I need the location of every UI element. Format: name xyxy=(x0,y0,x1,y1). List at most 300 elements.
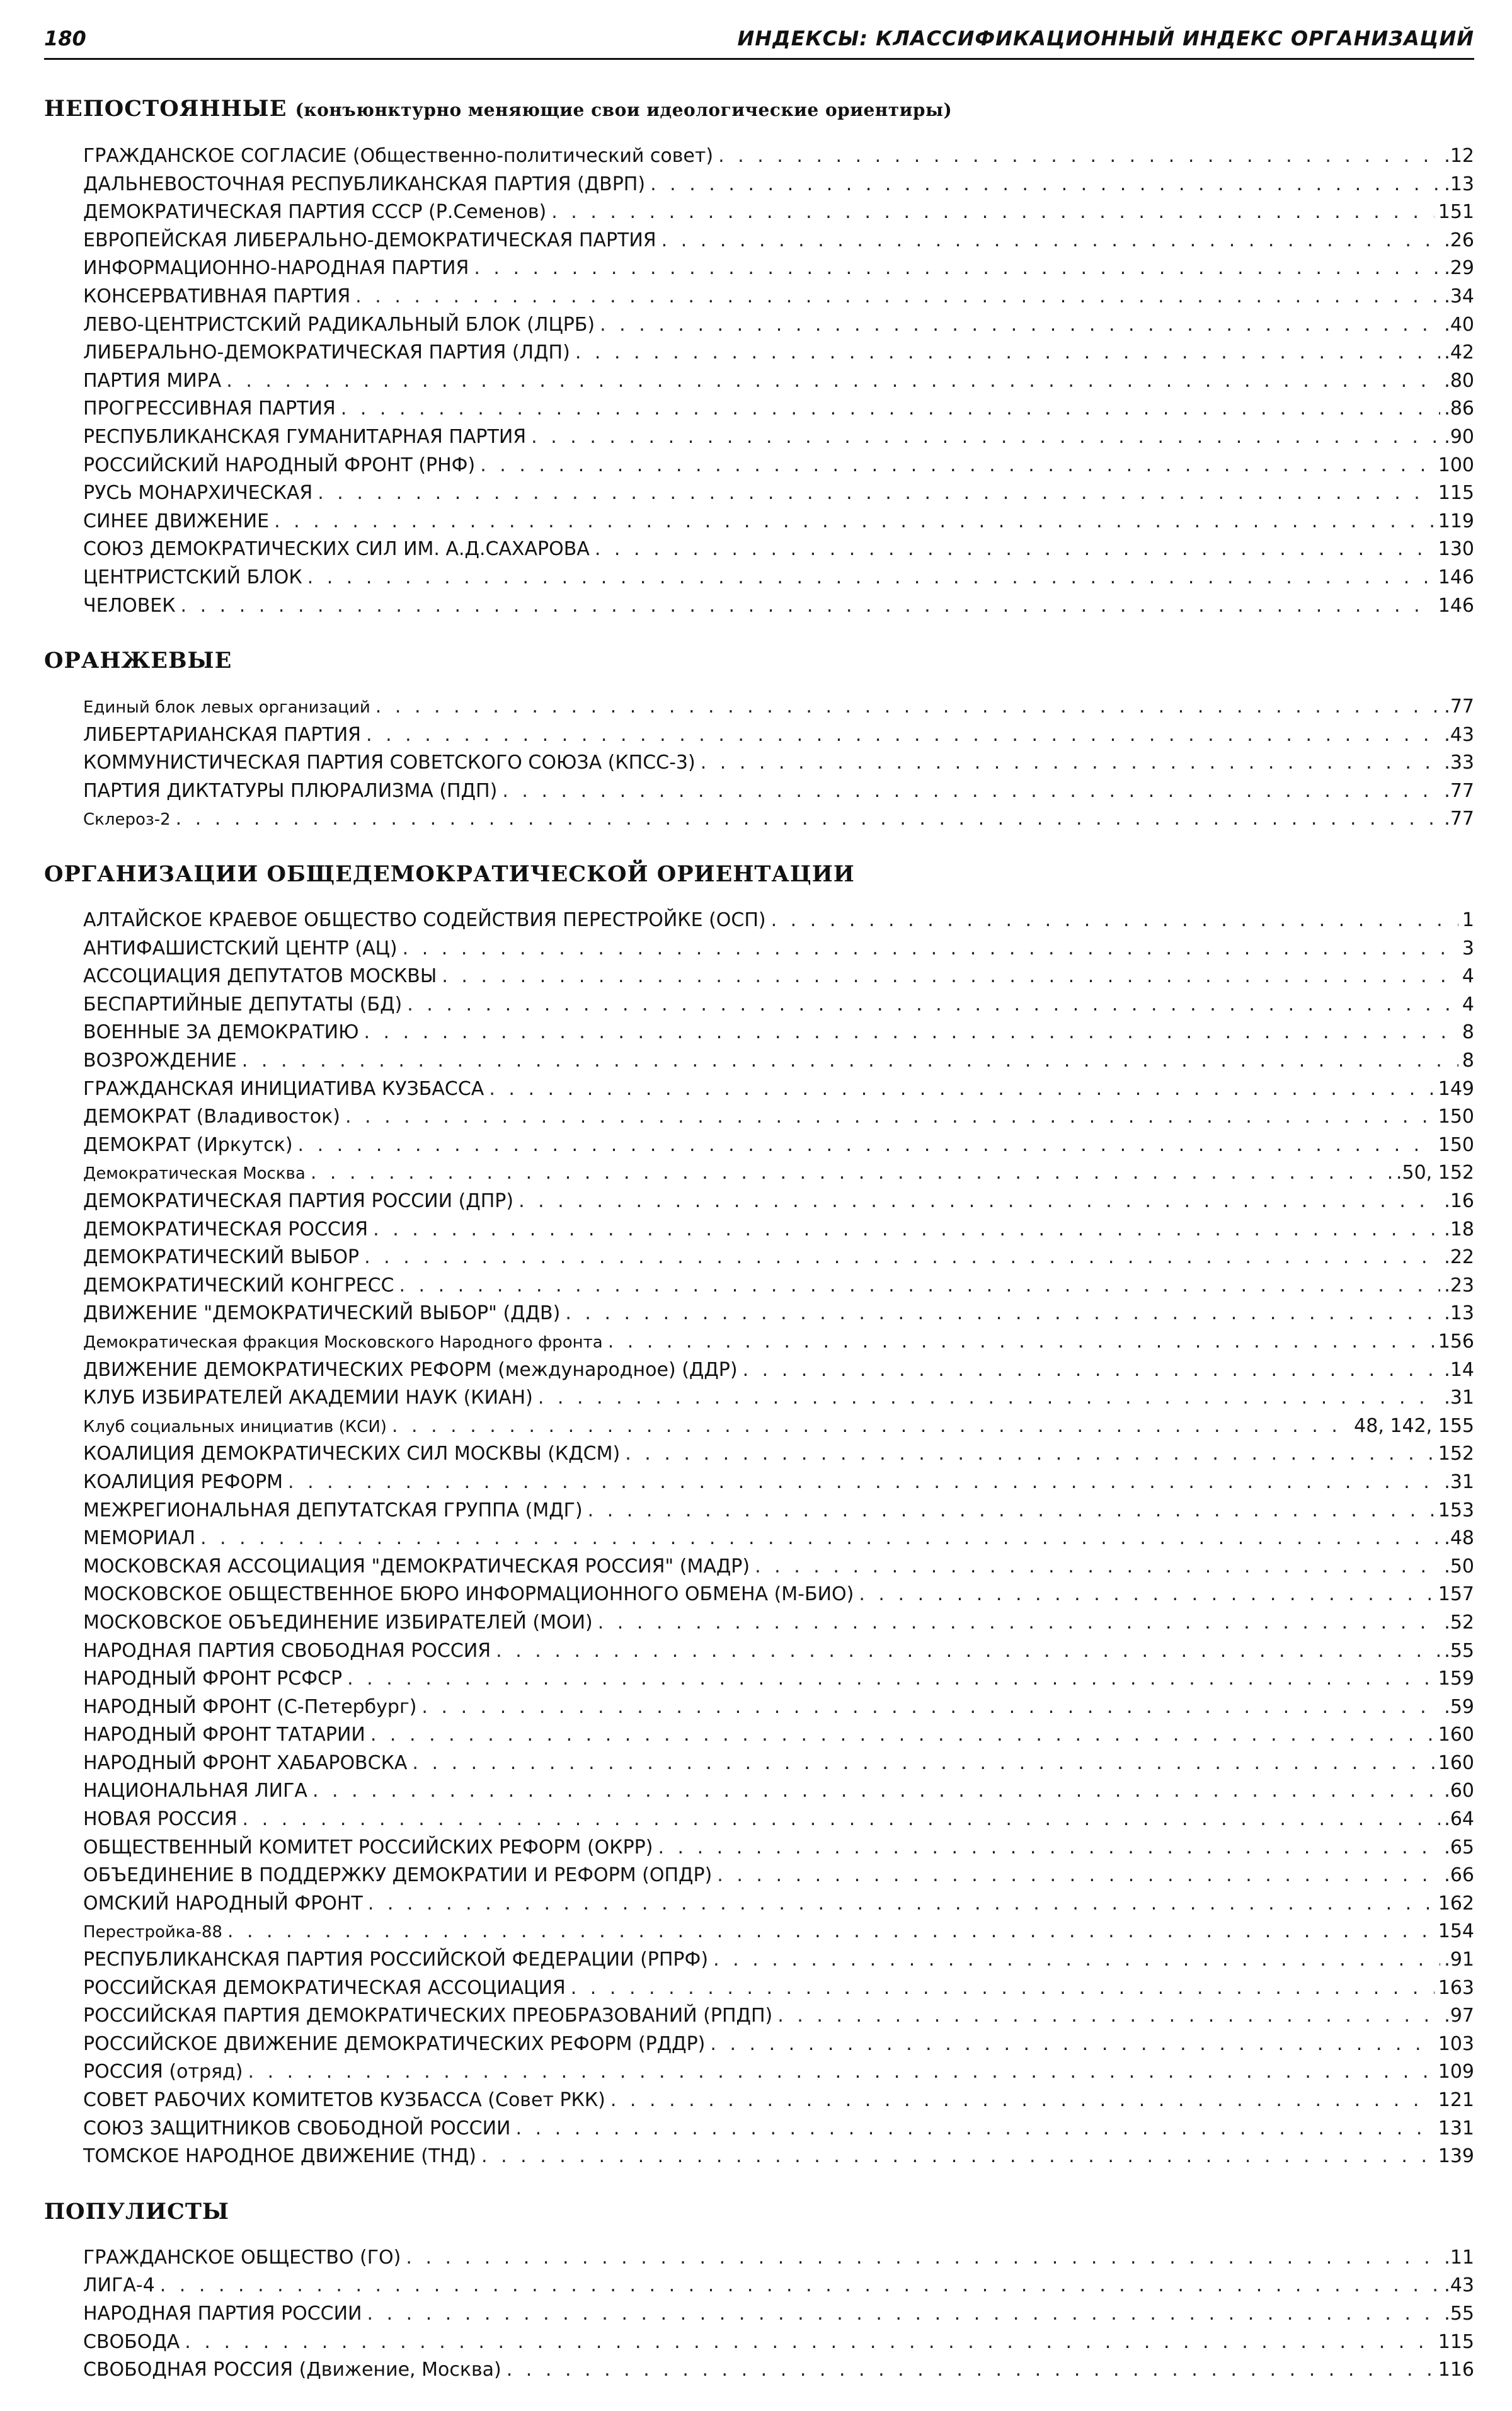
entry-name: КОАЛИЦИЯ ДЕМОКРАТИЧЕСКИХ СИЛ МОСКВЫ (КДСМ) xyxy=(83,1443,621,1465)
entry-name: МОСКОВСКОЕ ОБЪЕДИНЕНИЕ ИЗБИРАТЕЛЕЙ (МОИ) xyxy=(83,1611,593,1634)
entry-name: ЦЕНТРИСТСКИЙ БЛОК xyxy=(83,566,302,588)
entry-page-refs: 4 xyxy=(1462,965,1474,988)
index-entry xyxy=(83,1384,1474,1412)
dot-leader xyxy=(595,535,1435,564)
entry-page-refs: .66 xyxy=(1444,1864,1474,1887)
index-entry xyxy=(83,1862,1474,1890)
entry-page-refs: 152 xyxy=(1438,1443,1474,1465)
entry-name: Демократическая Москва xyxy=(83,1164,306,1184)
dot-leader xyxy=(298,1131,1435,1160)
entry-name: ПАРТИЯ ДИКТАТУРЫ ПЛЮРАЛИЗМА (ПДП) xyxy=(83,779,498,802)
entry-page-refs: 109 xyxy=(1438,2061,1474,2083)
dot-leader xyxy=(227,1918,1435,1946)
entry-name: РЕСПУБЛИКАНСКАЯ ПАРТИЯ РОССИЙСКОЙ ФЕДЕРАЦИИ (РПРФ) xyxy=(83,1949,709,1971)
dot-leader xyxy=(710,2030,1434,2059)
index-entry xyxy=(83,395,1474,423)
dot-leader xyxy=(355,283,1440,311)
entry-page-refs: .48 xyxy=(1444,1527,1474,1550)
entry-page-refs: 139 xyxy=(1438,2145,1474,2168)
entry-name: ГРАЖДАНСКАЯ ИНИЦИАТИВА КУЗБАССА xyxy=(83,1077,484,1100)
dot-leader xyxy=(288,1469,1440,1497)
dot-leader xyxy=(662,227,1441,255)
index-entry xyxy=(83,1469,1474,1497)
entry-list xyxy=(83,2244,1474,2385)
entry-list xyxy=(83,693,1474,833)
index-entry xyxy=(83,2300,1474,2328)
entry-page-refs: .11 xyxy=(1444,2246,1474,2269)
dot-leader xyxy=(160,2272,1441,2300)
entry-page-refs: 154 xyxy=(1438,1920,1474,1943)
index-entry xyxy=(83,907,1474,935)
page-number: 180 xyxy=(44,26,86,50)
entry-name: Склероз-2 xyxy=(83,810,171,830)
index-entry xyxy=(83,1188,1474,1216)
entry-page-refs: 3 xyxy=(1462,937,1474,959)
index-entry xyxy=(83,2272,1474,2300)
entry-page-refs: .80 xyxy=(1444,369,1474,392)
entry-name: КОНСЕРВАТИВНАЯ ПАРТИЯ xyxy=(83,285,351,307)
index-section xyxy=(44,646,1474,833)
dot-leader xyxy=(407,991,1458,1019)
entry-name: ЛЕВО-ЦЕНТРИСТСКИЙ РАДИКАЛЬНЫЙ БЛОК (ЛЦРБ) xyxy=(83,313,595,336)
entry-name: ДЕМОКРАТИЧЕСКИЙ КОНГРЕСС xyxy=(83,1274,394,1297)
entry-page-refs: 151 xyxy=(1438,201,1474,224)
entry-page-refs: .40 xyxy=(1444,313,1474,336)
dot-leader xyxy=(658,1834,1440,1862)
entry-name: ГРАЖДАНСКОЕ ОБЩЕСТВО (ГО) xyxy=(83,2246,401,2269)
entry-name: СИНЕЕ ДВИЖЕНИЕ xyxy=(83,510,270,532)
index-entry xyxy=(83,367,1474,396)
dot-leader xyxy=(181,592,1435,621)
entry-name: ДВИЖЕНИЕ ДЕМОКРАТИЧЕСКИХ РЕФОРМ (международное) (ДДР) xyxy=(83,1358,738,1381)
index-section xyxy=(44,860,1474,2171)
entry-page-refs: .97 xyxy=(1444,2005,1474,2027)
index-entry xyxy=(83,198,1474,227)
entry-page-refs: 1 xyxy=(1462,909,1474,932)
index-entry xyxy=(83,693,1474,721)
index-entry xyxy=(83,1047,1474,1075)
entry-name: КОАЛИЦИЯ РЕФОРМ xyxy=(83,1470,284,1493)
dot-leader xyxy=(248,2058,1435,2087)
index-entry xyxy=(83,1581,1474,1609)
entry-page-refs: 116 xyxy=(1438,2359,1474,2381)
index-entry xyxy=(83,1693,1474,1722)
entry-page-refs: 131 xyxy=(1438,2117,1474,2139)
entry-name: РОССИЙСКАЯ ПАРТИЯ ДЕМОКРАТИЧЕСКИХ ПРЕОБРАЗОВАНИЙ (РПДП) xyxy=(83,2005,773,2027)
entry-name: ДЕМОКРАТИЧЕСКАЯ ПАРТИЯ СССР (Р.Семенов) xyxy=(83,201,547,224)
dot-leader xyxy=(403,935,1458,963)
dot-leader xyxy=(551,198,1435,227)
dot-leader xyxy=(242,1047,1458,1075)
entry-name: Единый блок левых организаций xyxy=(83,698,370,718)
dot-leader xyxy=(777,2002,1440,2030)
entry-name: ПАРТИЯ МИРА xyxy=(83,369,222,392)
index-entry xyxy=(83,2002,1474,2030)
dot-leader xyxy=(496,1637,1440,1666)
entry-name: ЛИГА-4 xyxy=(83,2274,155,2297)
entry-page-refs: 115 xyxy=(1438,2330,1474,2353)
page-header xyxy=(44,25,1474,60)
dot-leader xyxy=(421,1693,1440,1722)
entry-name: НАЦИОНАЛЬНАЯ ЛИГА xyxy=(83,1780,307,1802)
entry-name: НАРОДНЫЙ ФРОНТ ХАБАРОВСКА xyxy=(83,1751,408,1774)
entry-name: ГРАЖДАНСКОЕ СОГЛАСИЕ (Общественно-политический совет) xyxy=(83,145,714,167)
index-entry xyxy=(83,255,1474,283)
index-entry xyxy=(83,452,1474,480)
index-entry xyxy=(83,1777,1474,1806)
dot-leader xyxy=(345,1103,1435,1131)
entry-name: РОССИЙСКИЙ НАРОДНЫЙ ФРОНТ (РНФ) xyxy=(83,454,476,476)
dot-leader xyxy=(243,1806,1441,1834)
index-entry xyxy=(83,1890,1474,1918)
index-entry xyxy=(83,1637,1474,1666)
index-entry xyxy=(83,963,1474,991)
dot-leader xyxy=(480,452,1435,480)
index-section xyxy=(44,2197,1474,2385)
dot-leader xyxy=(312,1777,1440,1806)
entry-page-refs: .50 xyxy=(1444,1555,1474,1578)
entry-page-refs: .13 xyxy=(1444,173,1474,195)
entry-page-refs: 163 xyxy=(1438,1976,1474,1999)
dot-leader xyxy=(367,2300,1441,2328)
entry-name: НАРОДНАЯ ПАРТИЯ СВОБОДНАЯ РОССИЯ xyxy=(83,1639,491,1662)
index-entry xyxy=(83,1244,1474,1272)
entry-name: ДВИЖЕНИЕ "ДЕМОКРАТИЧЕСКИЙ ВЫБОР" (ДДВ) xyxy=(83,1302,561,1325)
entry-name: ЕВРОПЕЙСКАЯ ЛИБЕРАЛЬНО-ДЕМОКРАТИЧЕСКАЯ ПАРТИЯ xyxy=(83,229,656,251)
entry-page-refs: 119 xyxy=(1438,510,1474,532)
dot-leader xyxy=(274,508,1435,536)
index-entry xyxy=(83,592,1474,621)
dot-leader xyxy=(859,1581,1434,1609)
section-title: НЕПОСТОЯННЫЕ xyxy=(44,96,287,122)
entry-name: ДАЛЬНЕВОСТОЧНАЯ РЕСПУБЛИКАНСКАЯ ПАРТИЯ (ДВРП) xyxy=(83,173,646,195)
entry-name: МЕЖРЕГИОНАЛЬНАЯ ДЕПУТАТСКАЯ ГРУППА (МДГ) xyxy=(83,1499,583,1521)
dot-leader xyxy=(518,1188,1440,1216)
section-heading xyxy=(44,94,1474,125)
entry-name: ОМСКИЙ НАРОДНЫЙ ФРОНТ xyxy=(83,1892,363,1915)
entry-page-refs: 146 xyxy=(1438,566,1474,588)
dot-leader xyxy=(743,1356,1441,1385)
entry-page-refs: .23 xyxy=(1444,1274,1474,1297)
entry-page-refs: .16 xyxy=(1444,1190,1474,1212)
entry-name: ПРОГРЕССИВНАЯ ПАРТИЯ xyxy=(83,398,336,420)
entry-page-refs: .86 xyxy=(1444,398,1474,420)
entry-name: ДЕМОКРАТИЧЕСКАЯ ПАРТИЯ РОССИИ (ДПР) xyxy=(83,1190,514,1212)
entry-page-refs: .65 xyxy=(1444,1836,1474,1858)
entry-name: АЛТАЙСКОЕ КРАЕВОЕ ОБЩЕСТВО СОДЕЙСТВИЯ ПЕРЕСТРОЙКЕ (ОСП) xyxy=(83,909,766,932)
dot-leader xyxy=(717,1862,1440,1890)
dot-leader xyxy=(608,1328,1435,1356)
index-entry xyxy=(83,2143,1474,2171)
entry-page-refs: .22 xyxy=(1444,1246,1474,1269)
index-entry xyxy=(83,1103,1474,1131)
index-entry xyxy=(83,2356,1474,2385)
entry-page-refs: 149 xyxy=(1438,1077,1474,1100)
entry-page-refs: .14 xyxy=(1444,1358,1474,1381)
index-entry xyxy=(83,1216,1474,1244)
entry-name: ДЕМОКРАТИЧЕСКАЯ РОССИЯ xyxy=(83,1218,369,1240)
dot-leader xyxy=(442,963,1458,991)
entry-page-refs: .60 xyxy=(1444,1780,1474,1802)
dot-leader xyxy=(575,339,1440,367)
index-entry xyxy=(83,1806,1474,1834)
index-entry xyxy=(83,1440,1474,1469)
index-entry xyxy=(83,227,1474,255)
entry-page-refs: .77 xyxy=(1444,808,1474,830)
dot-leader xyxy=(370,1721,1435,1750)
dot-leader xyxy=(364,1244,1440,1272)
index-entry xyxy=(83,1525,1474,1553)
dot-leader xyxy=(600,311,1440,340)
dot-leader xyxy=(226,367,1440,396)
entry-page-refs: .90 xyxy=(1444,425,1474,448)
entry-name: ЛИБЕРАЛЬНО-ДЕМОКРАТИЧЕСКАЯ ПАРТИЯ (ЛДП) xyxy=(83,341,570,364)
entry-page-refs: .33 xyxy=(1444,752,1474,774)
entry-page-refs: .43 xyxy=(1444,723,1474,746)
running-title: ИНДЕКСЫ: КЛАССИФИКАЦИОННЫЙ ИНДЕКС ОРГАНИЗАЦИЙ xyxy=(737,26,1474,50)
index-entry xyxy=(83,1300,1474,1328)
index-entry xyxy=(83,1356,1474,1385)
entry-name: ВОЕННЫЕ ЗА ДЕМОКРАТИЮ xyxy=(83,1021,359,1044)
entry-page-refs: .18 xyxy=(1444,1218,1474,1240)
entry-name: ИНФОРМАЦИОННО-НАРОДНАЯ ПАРТИЯ xyxy=(83,257,469,280)
entry-page-refs: .31 xyxy=(1444,1387,1474,1409)
entry-page-refs: 115 xyxy=(1438,482,1474,505)
entry-name: ДЕМОКРАТ (Иркутск) xyxy=(83,1133,293,1156)
entry-page-refs: .52 xyxy=(1444,1611,1474,1634)
section-title: ОРГАНИЗАЦИИ ОБЩЕДЕМОКРАТИЧЕСКОЙ ОРИЕНТАЦИИ xyxy=(44,861,855,888)
index-page xyxy=(44,0,1474,2407)
entry-page-refs: .55 xyxy=(1444,1639,1474,1662)
entry-name: ЛИБЕРТАРИАНСКАЯ ПАРТИЯ xyxy=(83,723,362,746)
entry-name: РУСЬ МОНАРХИЧЕСКАЯ xyxy=(83,482,313,505)
index-content xyxy=(44,94,1474,2411)
index-entry xyxy=(83,423,1474,452)
index-entry xyxy=(83,1272,1474,1300)
entry-page-refs: .59 xyxy=(1444,1695,1474,1718)
index-entry xyxy=(83,1159,1474,1188)
dot-leader xyxy=(412,1750,1434,1778)
entry-name: МОСКОВСКОЕ ОБЩЕСТВЕННОЕ БЮРО ИНФОРМАЦИОННОГО ОБМЕНА (М-БИО) xyxy=(83,1583,854,1606)
entry-name: БЕСПАРТИЙНЫЕ ДЕПУТАТЫ (БД) xyxy=(83,993,403,1016)
index-entry xyxy=(83,1328,1474,1356)
entry-name: РОССИЯ (отряд) xyxy=(83,2061,243,2083)
index-entry xyxy=(83,479,1474,508)
dot-leader xyxy=(701,749,1441,777)
dot-leader xyxy=(392,1412,1350,1441)
entry-page-refs: .43 xyxy=(1444,2274,1474,2297)
index-entry xyxy=(83,1721,1474,1750)
dot-leader xyxy=(531,423,1440,452)
entry-page-refs: 160 xyxy=(1438,1724,1474,1746)
entry-name: Перестройка-88 xyxy=(83,1923,222,1942)
section-heading xyxy=(44,2197,1474,2226)
index-entry xyxy=(83,1075,1474,1104)
entry-name: ОБЪЕДИНЕНИЕ В ПОДДЕРЖКУ ДЕМОКРАТИИ И РЕФОРМ (ОПДР) xyxy=(83,1864,713,1887)
index-entry xyxy=(83,1412,1474,1441)
entry-name: АССОЦИАЦИЯ ДЕПУТАТОВ МОСКВЫ xyxy=(83,965,437,988)
entry-name: МОСКОВСКАЯ АССОЦИАЦИЯ "ДЕМОКРАТИЧЕСКАЯ РОССИЯ" (МАДР) xyxy=(83,1555,750,1578)
index-entry xyxy=(83,311,1474,340)
entry-page-refs: 150 xyxy=(1438,1106,1474,1128)
entry-page-refs: 156 xyxy=(1438,1330,1474,1353)
dot-leader xyxy=(366,721,1440,750)
entry-name: СВОБОДА xyxy=(83,2330,180,2353)
dot-leader xyxy=(489,1075,1434,1104)
entry-name: Демократическая фракция Московского Народного фронта xyxy=(83,1332,603,1352)
index-entry xyxy=(83,749,1474,777)
entry-page-refs: .50, 152 xyxy=(1395,1162,1474,1184)
index-entry xyxy=(83,2030,1474,2059)
entry-list xyxy=(83,142,1474,620)
entry-page-refs: .29 xyxy=(1444,257,1474,280)
dot-leader xyxy=(502,777,1440,806)
index-entry xyxy=(83,2115,1474,2143)
section-title: ПОПУЛИСТЫ xyxy=(44,2198,229,2225)
index-entry xyxy=(83,1497,1474,1525)
dot-leader xyxy=(399,1272,1440,1300)
entry-name: СОЮЗ ДЕМОКРАТИЧЕСКИХ СИЛ ИМ. А.Д.САХАРОВА xyxy=(83,538,590,561)
index-entry xyxy=(83,283,1474,311)
entry-page-refs: 130 xyxy=(1438,538,1474,561)
section-title: ОРАНЖЕВЫЕ xyxy=(44,648,232,674)
index-section xyxy=(44,94,1474,620)
dot-leader xyxy=(368,1890,1435,1918)
entry-name: КОММУНИСТИЧЕСКАЯ ПАРТИЯ СОВЕТСКОГО СОЮЗА (КПСС-3) xyxy=(83,752,696,774)
entry-name: НАРОДНЫЙ ФРОНТ (С-Петербург) xyxy=(83,1695,417,1718)
entry-name: ДЕМОКРАТ (Владивосток) xyxy=(83,1106,340,1128)
entry-page-refs: 100 xyxy=(1438,454,1474,476)
entry-name: СОВЕТ РАБОЧИХ КОМИТЕТОВ КУЗБАССА (Совет РКК) xyxy=(83,2089,605,2111)
entry-page-refs: .34 xyxy=(1444,285,1474,307)
entry-name: АНТИФАШИСТСКИЙ ЦЕНТР (АЦ) xyxy=(83,937,398,959)
entry-name: ТОМСКОЕ НАРОДНОЕ ДВИЖЕНИЕ (ТНД) xyxy=(83,2145,477,2168)
index-entry xyxy=(83,2328,1474,2357)
index-entry xyxy=(83,1553,1474,1581)
entry-name: РОССИЙСКОЕ ДВИЖЕНИЕ ДЕМОКРАТИЧЕСКИХ РЕФОРМ (РДДР) xyxy=(83,2032,706,2055)
dot-leader xyxy=(347,1665,1435,1693)
entry-page-refs: 121 xyxy=(1438,2089,1474,2111)
entry-page-refs: 8 xyxy=(1462,1050,1474,1072)
entry-name: ОБЩЕСТВЕННЫЙ КОМИТЕТ РОССИЙСКИХ РЕФОРМ (ОКРР) xyxy=(83,1836,653,1858)
dot-leader xyxy=(375,693,1440,721)
entry-page-refs: .13 xyxy=(1444,1302,1474,1325)
entry-page-refs: 157 xyxy=(1438,1583,1474,1606)
entry-name: ЧЕЛОВЕК xyxy=(83,594,176,617)
entry-page-refs: 48, 142, 155 xyxy=(1354,1414,1474,1437)
dot-leader xyxy=(755,1553,1440,1581)
entry-page-refs: .77 xyxy=(1444,779,1474,802)
dot-leader xyxy=(200,1525,1440,1553)
index-entry xyxy=(83,805,1474,833)
index-entry xyxy=(83,1019,1474,1047)
dot-leader xyxy=(771,907,1458,935)
dot-leader xyxy=(474,255,1440,283)
index-entry xyxy=(83,935,1474,963)
entry-name: МЕМОРИАЛ xyxy=(83,1527,195,1550)
index-entry xyxy=(83,564,1474,592)
dot-leader xyxy=(650,171,1440,199)
entry-name: ДЕМОКРАТИЧЕСКИЙ ВЫБОР xyxy=(83,1246,360,1269)
dot-leader xyxy=(713,1946,1440,1974)
index-entry xyxy=(83,142,1474,171)
dot-leader xyxy=(718,142,1440,171)
dot-leader xyxy=(364,1019,1458,1047)
entry-name: НОВАЯ РОССИЯ xyxy=(83,1808,238,1831)
index-entry xyxy=(83,1665,1474,1693)
dot-leader xyxy=(588,1497,1435,1525)
index-entry xyxy=(83,721,1474,750)
index-entry xyxy=(83,339,1474,367)
entry-page-refs: 150 xyxy=(1438,1133,1474,1156)
entry-page-refs: 159 xyxy=(1438,1668,1474,1690)
entry-page-refs: .26 xyxy=(1444,229,1474,251)
entry-page-refs: 162 xyxy=(1438,1892,1474,1915)
index-entry xyxy=(83,1750,1474,1778)
dot-leader xyxy=(481,2143,1435,2171)
entry-page-refs: .64 xyxy=(1444,1808,1474,1831)
dot-leader xyxy=(406,2244,1440,2272)
index-entry xyxy=(83,535,1474,564)
index-entry xyxy=(83,2087,1474,2115)
dot-leader xyxy=(598,1609,1441,1637)
dot-leader xyxy=(538,1384,1440,1412)
entry-name: НАРОДНЫЙ ФРОНТ РСФСР xyxy=(83,1668,343,1690)
entry-page-refs: 160 xyxy=(1438,1751,1474,1774)
entry-page-refs: 146 xyxy=(1438,594,1474,617)
index-entry xyxy=(83,1946,1474,1974)
index-entry xyxy=(83,2058,1474,2087)
entry-page-refs: .55 xyxy=(1444,2302,1474,2325)
index-entry xyxy=(83,1131,1474,1160)
entry-page-refs: .42 xyxy=(1444,341,1474,364)
index-entry xyxy=(83,1834,1474,1862)
entry-page-refs: .12 xyxy=(1444,145,1474,167)
section-note: (конъюнктурно меняющие свои идеологические ориентиры) xyxy=(295,100,953,120)
section-heading xyxy=(44,860,1474,889)
entry-list xyxy=(83,907,1474,2171)
index-entry xyxy=(83,171,1474,199)
index-entry xyxy=(83,508,1474,536)
dot-leader xyxy=(625,1440,1435,1469)
index-entry xyxy=(83,1918,1474,1946)
dot-leader xyxy=(341,395,1441,423)
dot-leader xyxy=(176,805,1441,833)
entry-page-refs: 8 xyxy=(1462,1021,1474,1044)
entry-page-refs: 103 xyxy=(1438,2032,1474,2055)
section-heading xyxy=(44,646,1474,675)
entry-name: СВОБОДНАЯ РОССИЯ (Движение, Москва) xyxy=(83,2359,501,2381)
entry-name: Клуб социальных инициатив (КСИ) xyxy=(83,1417,387,1436)
entry-name: ВОЗРОЖДЕНИЕ xyxy=(83,1050,237,1072)
entry-page-refs: .77 xyxy=(1444,696,1474,718)
dot-leader xyxy=(507,2356,1435,2385)
dot-leader xyxy=(318,479,1435,508)
index-entry xyxy=(83,991,1474,1019)
dot-leader xyxy=(307,564,1435,592)
entry-name: НАРОДНАЯ ПАРТИЯ РОССИИ xyxy=(83,2302,362,2325)
entry-name: НАРОДНЫЙ ФРОНТ ТАТАРИИ xyxy=(83,1724,365,1746)
dot-leader xyxy=(311,1159,1392,1188)
entry-name: СОЮЗ ЗАЩИТНИКОВ СВОБОДНОЙ РОССИИ xyxy=(83,2117,511,2139)
dot-leader xyxy=(185,2328,1434,2357)
entry-page-refs: .91 xyxy=(1444,1949,1474,1971)
dot-leader xyxy=(610,2087,1435,2115)
dot-leader xyxy=(565,1300,1440,1328)
entry-page-refs: 4 xyxy=(1462,993,1474,1016)
dot-leader xyxy=(373,1216,1440,1244)
entry-name: КЛУБ ИЗБИРАТЕЛЕЙ АКАДЕМИИ НАУК (КИАН) xyxy=(83,1387,533,1409)
